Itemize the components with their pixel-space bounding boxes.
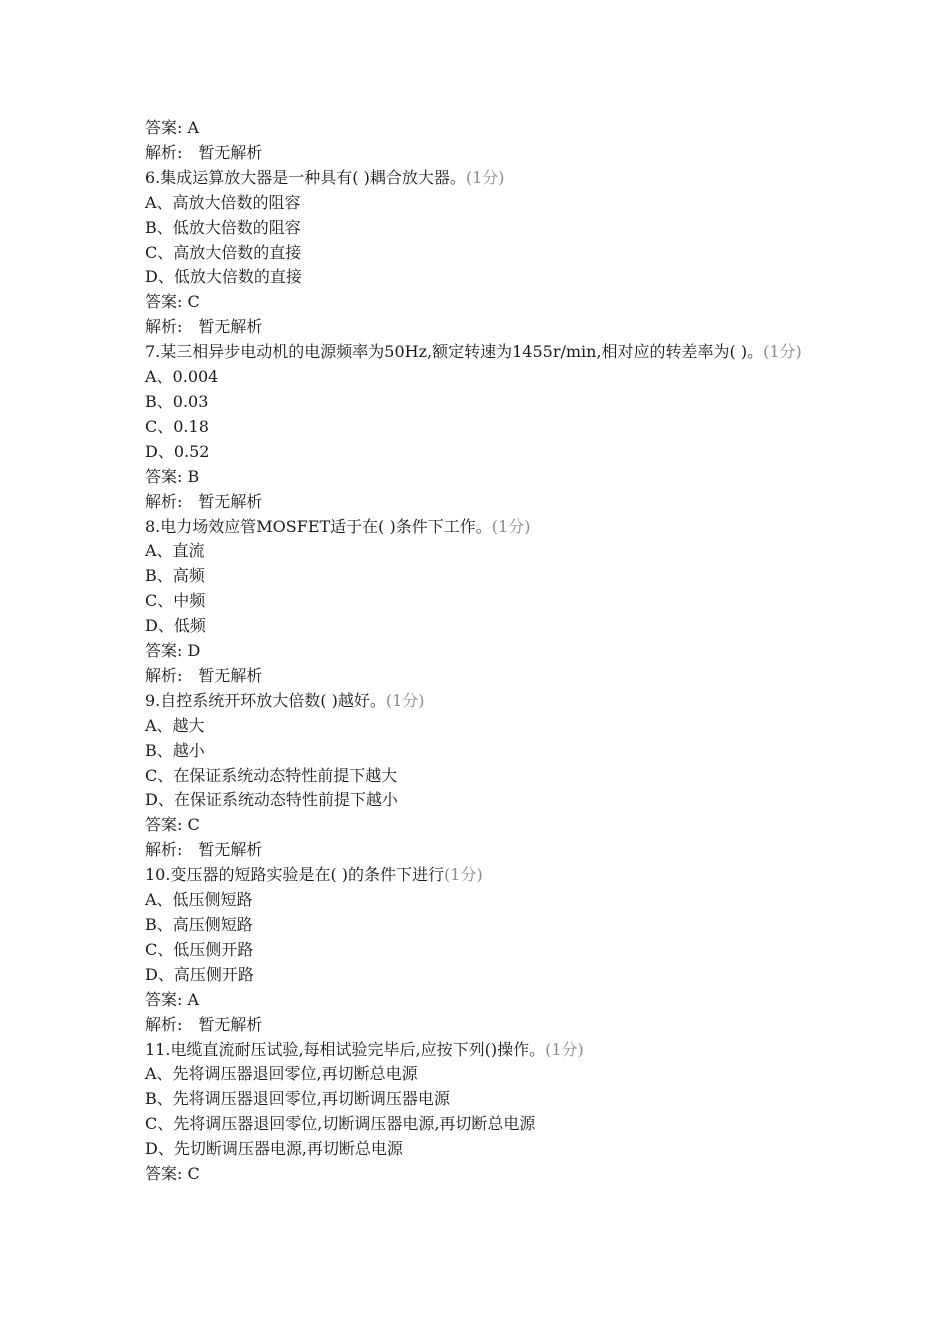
question-text: 9.自控系统开环放大倍数( )越好。 [145,690,386,710]
option-c: C、低压侧开路 [145,939,254,959]
analysis-line [145,315,845,340]
question-stem [145,166,845,191]
analysis-line [145,141,845,166]
analysis-line [145,490,845,515]
answer-line: 答案: C [145,1164,200,1184]
answer-line: 答案: A [145,118,200,137]
option-a: A、0.004 [145,367,219,387]
option-b: B、0.03 [145,391,209,411]
document-page [145,116,845,1187]
question-stem [145,1038,845,1063]
question-text: 11.电缆直流耐压试验,每相试验完毕后,应按下列()操作。 [145,1039,546,1059]
question-score: (1分) [444,865,483,885]
answer-line: 答案: A [145,989,200,1009]
analysis-text: 暂无解析 [198,665,263,685]
option-b: B、低放大倍数的阻容 [145,217,301,237]
analysis-text: 暂无解析 [198,1014,263,1034]
question-score: (1分) [545,1039,584,1059]
question-text: 6.集成运算放大器是一种具有( )耦合放大器。 [145,167,466,187]
option-d: D、高压侧开路 [145,964,254,984]
option-a: A、直流 [145,541,205,561]
option-d: D、先切断调压器电源,再切断总电源 [145,1139,403,1159]
question-score: (1分) [491,516,531,536]
option-c: C、0.18 [145,416,209,436]
question-stem [145,340,805,365]
analysis-label: 解析: [145,665,183,685]
analysis-line [145,838,845,863]
option-d: D、低频 [145,616,206,636]
analysis-label: 解析: [145,1014,183,1034]
option-b: B、越小 [145,740,205,760]
option-c: C、中频 [145,591,206,611]
question-stem [145,689,845,714]
option-a: A、高放大倍数的阻容 [145,192,301,212]
answer-line: 答案: D [145,641,201,661]
analysis-line [145,664,845,689]
analysis-label: 解析: [145,317,183,337]
question-score: (1分) [385,690,425,710]
analysis-text: 暂无解析 [198,317,263,337]
answer-line: 答案: B [145,466,200,486]
option-a: A、先将调压器退回零位,再切断总电源 [145,1064,418,1084]
option-d: D、低放大倍数的直接 [145,267,302,287]
answer-line: 答案: C [145,815,200,835]
question-text: 8.电力场效应管MOSFET适于在( )条件下工作。 [145,516,492,536]
analysis-label: 解析: [145,491,183,511]
analysis-text: 暂无解析 [198,840,263,860]
question-stem [145,863,845,888]
option-b: B、先将调压器退回零位,再切断调压器电源 [145,1089,450,1109]
option-c: C、先将调压器退回零位,切断调压器电源,再切断总电源 [145,1114,536,1134]
analysis-text: 暂无解析 [198,491,263,511]
answer-line: 答案: C [145,292,200,312]
question-text: 7.某三相异步电动机的电源频率为50Hz,额定转速为1455r/min,相对应的转差率为( )。 [145,342,764,362]
analysis-text: 暂无解析 [198,142,263,162]
analysis-label: 解析: [145,840,183,860]
option-a: A、低压侧短路 [145,890,253,910]
question-text: 10.变压器的短路实验是在( )的条件下进行 [145,865,445,885]
option-d: D、在保证系统动态特性前提下越小 [145,790,398,810]
option-d: D、0.52 [145,441,210,461]
option-b: B、高压侧短路 [145,915,253,934]
option-c: C、高放大倍数的直接 [145,242,302,262]
question-score: (1分) [763,342,802,362]
analysis-label: 解析: [145,142,183,162]
question-score: (1分) [465,167,505,187]
option-b: B、高频 [145,566,205,586]
option-c: C、在保证系统动态特性前提下越大 [145,765,398,785]
option-a: A、越大 [145,715,205,735]
question-stem [145,515,845,540]
analysis-line [145,1013,845,1038]
